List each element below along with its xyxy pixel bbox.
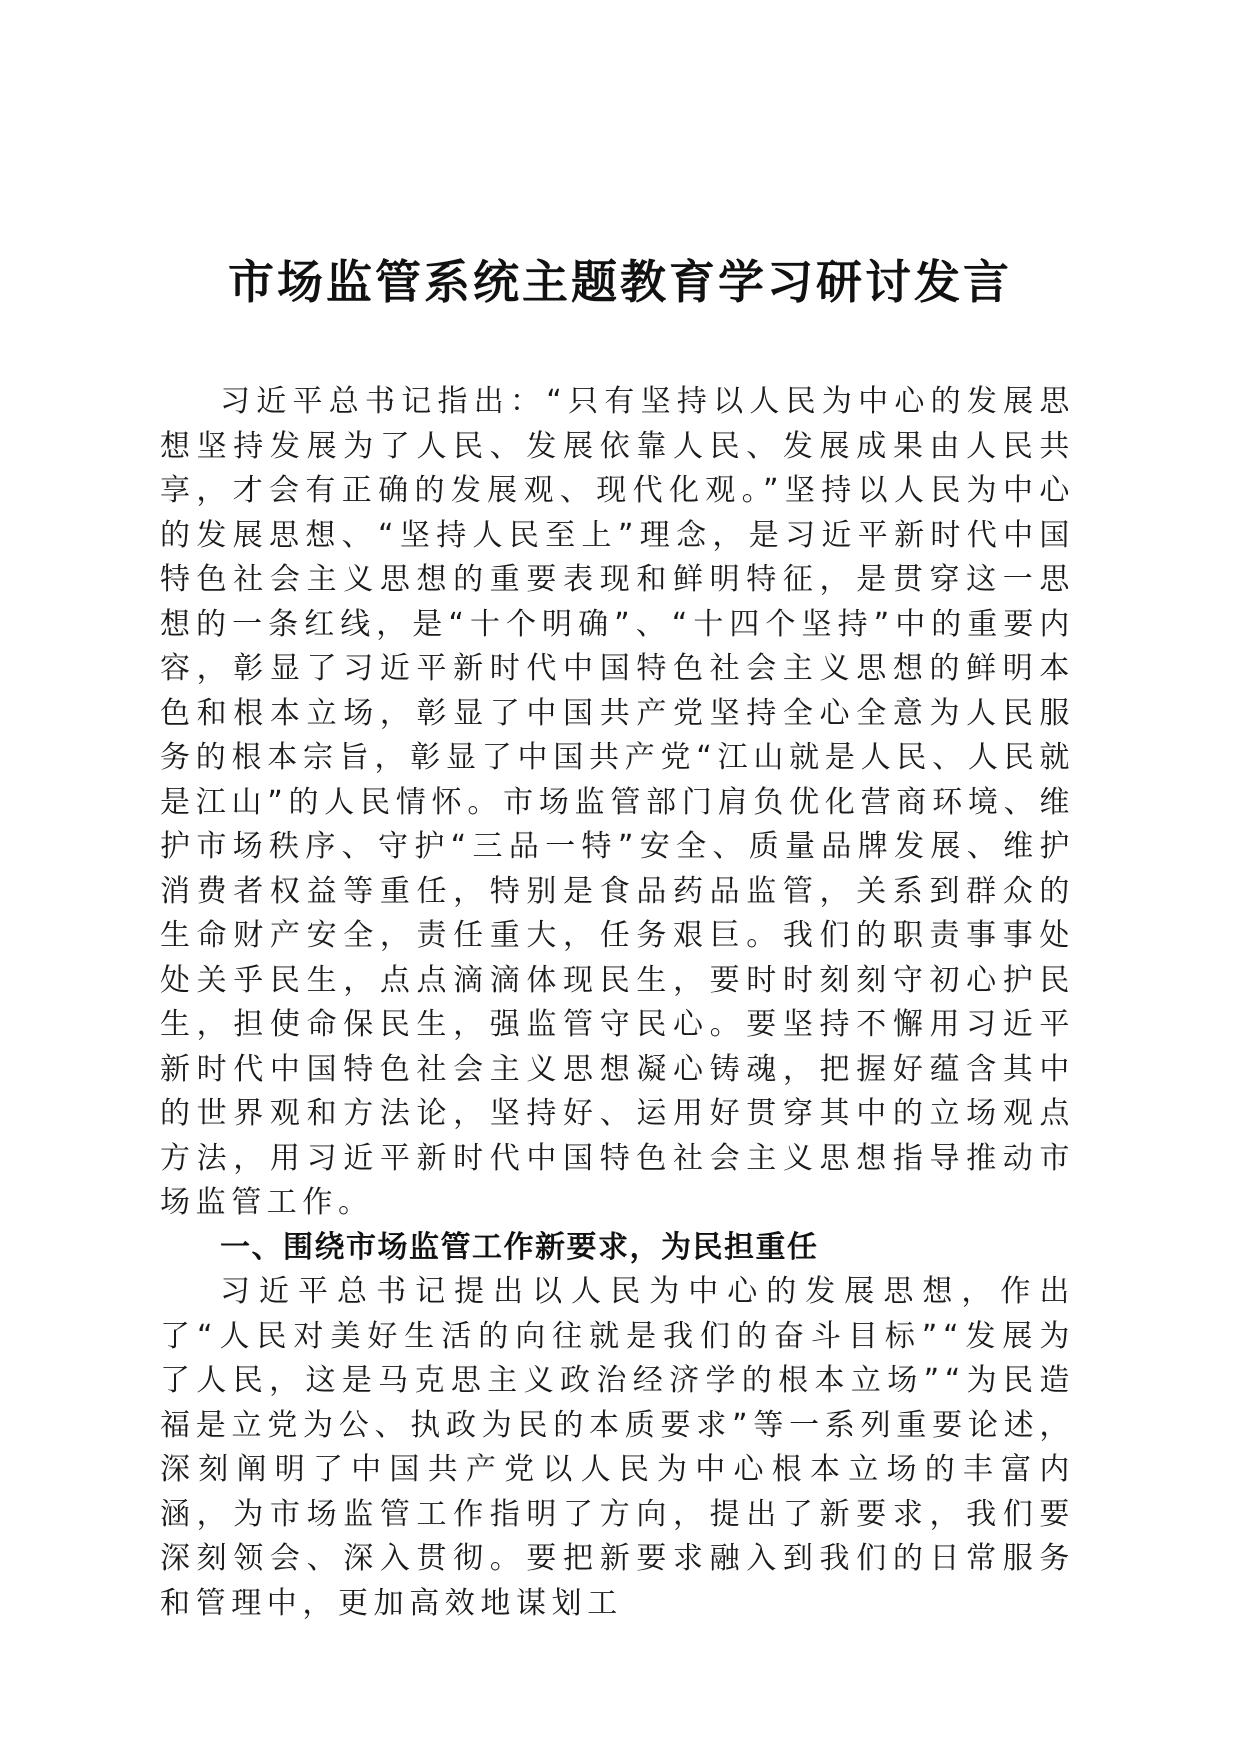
body-paragraph-1: 习近平总书记指出：“只有坚持以人民为中心的发展思想坚持发展为了人民、发展依靠人民、发展成果由人民共享，才会有正确的发展观、现代化观。”坚持以人民为中心的发展思想、“坚持人民至上”理念，是习近平新时代中国特色社会主义思想的重要表现和鲜明特征，是贯穿这一思想的一条红线，是“十个明确”、“十四个坚持”中的重要内容，彰显了习近平新时代中国特色社会主义思想的鲜明本色和根本立场，彰显了中国共产党坚持全心全意为人民服务的根本宗旨，彰显了中国共产党“江山就是人民、人民就是江山”的人民情怀。市场监管部门肩负优化营商环境、维护市场秩序、守护“三品一特”安全、质量品牌发展、维护消费者权益等重任，特别是食品药品监管，关系到群众的生命财产安全，责任重大，任务艰巨。我们的职责事事处处关乎民生，点点滴滴体现民生，要时时刻刻守初心护民生，担使命保民生，强监管守民心。要坚持不懈用习近平新时代中国特色社会主义思想凝心铸魂，把握好蕴含其中的世界观和方法论，坚持好、运用好贯穿其中的立场观点方法，用习近平新时代中国特色社会主义思想指导推动市场监管工作。	[160, 384, 1075, 1220]
document-title: 市场监管系统主题教育学习研讨发言	[228, 255, 1012, 309]
document-body	[160, 380, 1075, 1626]
body-paragraph-2: 习近平总书记提出以人民为中心的发展思想，作出了“人民对美好生活的向往就是我们的奋斗目标”“发展为了人民，这是马克思主义政治经济学的根本立场”“为民造福是立党为公、执政为民的本质要求”等一系列重要论述，深刻阐明了中国共产党以人民为中心根本立场的丰富内涵，为市场监管工作指明了方向，提出了新要求，我们要深刻领会、深入贯彻。要把新要求融入到我们的日常服务和管理中，更加高效地谋划工	[160, 1274, 1075, 1621]
section-heading-1: 一、围绕市场监管工作新要求，为民担重任	[220, 1229, 819, 1265]
